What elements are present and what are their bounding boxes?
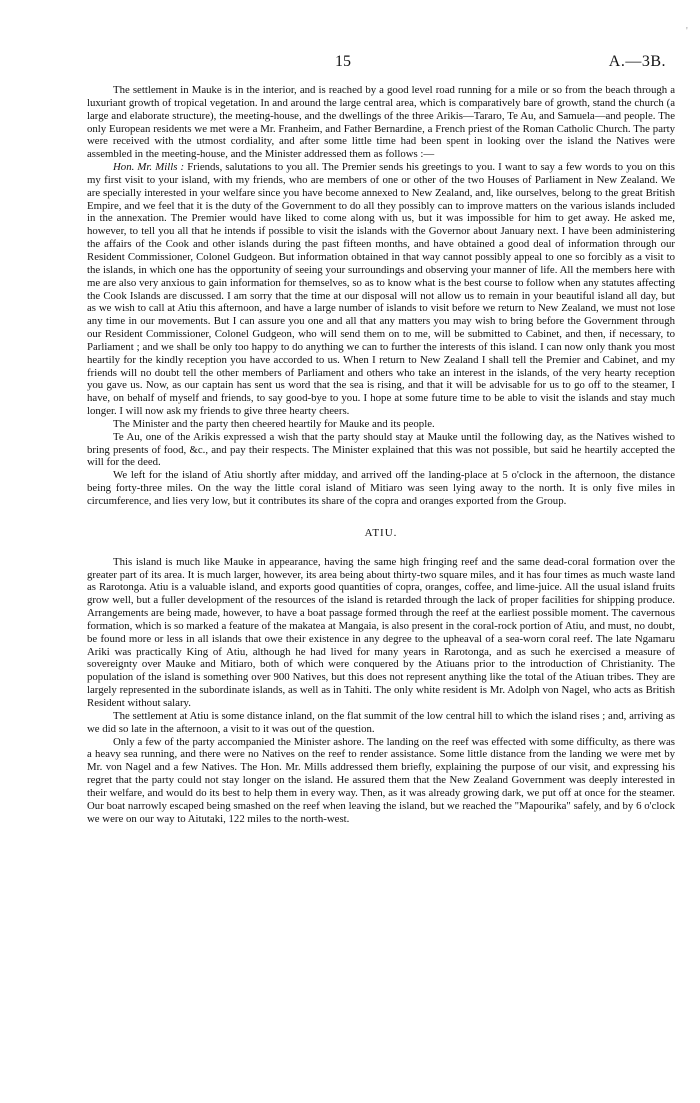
section-heading: ATIU.	[364, 526, 398, 539]
speaker-label: Hon. Mr. Mills :	[113, 161, 185, 174]
document-reference: A.—3B.	[608, 53, 666, 70]
paragraph: The settlement in Mauke is in the interior, and is reached by a good level road running for a mile or so from the beach through a luxuriant growth of tropical vegetation. In and around the large central area, which is comparatively bare of growth, stand the church (a large and elaborate structure), the meeting-house, and the dwellings of the three Arikis—Tararo, Te Au, and Samuela—and people. The only European residents we met were a Mr. Franheim, and Father Bernardine, a French priest of the Roman Catholic Church. The party were received with the utmost cordiality, and after some little time had been spent in looking over the island the Natives were assembled in the meeting-house, and the Minister addressed them as follows :—	[87, 84, 675, 161]
page-number: 15	[335, 53, 351, 70]
paragraph: We left for the island of Atiu shortly after midday, and arrived off the landing-place at 5 o'clock in the afternoon, the distance being forty-three miles. On the way the little coral island of Mitiaro was seen lying away to the north. It is only five miles in circumference, and lies very low, but it contributes its share of the copra and oranges exported from the Group.	[87, 469, 675, 507]
paragraph-speech	[87, 161, 675, 418]
paragraph: Te Au, one of the Arikis expressed a wish that the party should stay at Mauke until the following day, as the Natives wished to bring presents of food, &c., and pay their respects. The Minister explained that this was not possible, but said he heartily accepted the will for the deed.	[87, 430, 675, 469]
paragraph: The settlement at Atiu is some distance inland, on the flat summit of the low central hill to which the island rises ; and, arriving as we did so late in the afternoon, a visit to it was out of the question.	[87, 709, 675, 735]
corner-mark: '	[686, 26, 688, 37]
body-text	[87, 84, 675, 825]
speech-text: Friends, salutations to you all. The Premier sends his greetings to you. I want to say a few words to you on this my first visit to your island, with my friends, who are members of one or other of the two Houses of Parliament in New Zealand. We are specially interested in your welfare since you have become annexed to New Zealand, and, like ourselves, belong to the great British Empire, and we feel that it is the duty of the Government to do all they possibly can to improve matters on the various islands included in the annexation. The Premier would have liked to come along with us, but it was impossible for him to get away. He asked me, however, to tell you all that he intends if possible to visit the islands with the Governor about January next. I have been administering the affairs of the Cook and other islands during the past fifteen months, and have obtained a good deal of information through our Resident Commissioner, Colonel Gudgeon. But information obtained in that way cannot possibly appeal to one so forcibly as a visit to the islands, in which one has the opportunity of seeing your surroundings and observing your manner of life. All the members here with me are also very anxious to gain information for themselves, so as to know what is the best course to follow when any statutes affecting the Cook Islands are discussed. I am sorry that the time at our disposal will not allow us to remain in your beautiful island all day, but as we wish to call at Atiu this afternoon, and have a large number of islands to visit before we return to New Zealand, we must not lose any time in our movements. But I can assure you one and all that any matters you may wish to bring before the Government through our Resident Commissioner, Colonel Gudgeon, who will send them on to me, will be submitted to Cabinet, and then, if necessary, to Parliament ; and we shall be only too happy to do anything we can to further the interests of this island. I can now only thank you most heartily for the kindly reception you have accorded to us. When I return to New Zealand I shall tell the Premier and Cabinet, and my friends will no doubt tell the other members of Parliament and others who take an interest in the islands, of the very hearty reception you gave us. Now, as our captain has sent us word that the sea is rising, and that it will be advisable for us to go off to the steamer, I have, on behalf of myself and friends, to say good-bye to you. I hope at some future time to be able to visit the islands and stay much longer. I will now ask my friends to give three hearty cheers.	[87, 161, 675, 418]
paragraph: The Minister and the party then cheered heartily for Mauke and its people.	[113, 417, 435, 430]
paragraph: Only a few of the party accompanied the Minister ashore. The landing on the reef was effected with some difficulty, as there was a heavy sea running, and there were no Natives on the reef to render assistance. Some little distance from the landing we were met by Mr. von Nagel and a few Natives. The Hon. Mr. Mills addressed them briefly, explaining the purpose of our visit, and expressing his regret that the party could not stay longer on the island. He assured them that the New Zealand Government was deeply interested in their welfare, and would do its best to help them in every way. Then, as it was already growing dark, we put off at once for the steamer. Our boat narrowly escaped being smashed on the reef when leaving the island, but we reached the "Mapourika" safely, and by 6 o'clock we were on our way to Aitutaki, 122 miles to the north-west.	[87, 735, 675, 825]
paragraph: This island is much like Mauke in appearance, having the same high fringing reef and the same dead-coral formation over the greater part of its area. It is much larger, however, its area being about thirty-two square miles, and it has four times as much waste land as Rarotonga. Atiu is a valuable island, and exports good quantities of copra, oranges, coffee, and lime-juice. All the usual island fruits grow well, but a fuller development of the resources of the island is retarded through the lack of proper facilities for shipping produce. Arrangements are being made, however, to have a boat passage formed through the reef at the earliest possible moment. The cavernous formation, which is so marked a feature of the makatea at Mangaia, is also present in the coral-rock portion of Atiu, and must, no doubt, be found more or less in all islands that owe their existence in any degree to the upheaval of a sea-worn coral reef. The late Ngamaru Ariki was practically King of Atiu, although he had lived for many years in Rarotonga, and as such he exercised a measure of sovereignty over Mauke and Mitiaro, both of which were conquered by the Atiuans prior to the introduction of Christianity. The population of the island is something over 900 Natives, but this does not represent anything like the total of the Atiuan tribes. They are largely represented in the subordinate islands, as well as in Tahiti. The only white resident is Mr. Adolph von Nagel, who acts as British Resident without salary.	[87, 555, 675, 709]
